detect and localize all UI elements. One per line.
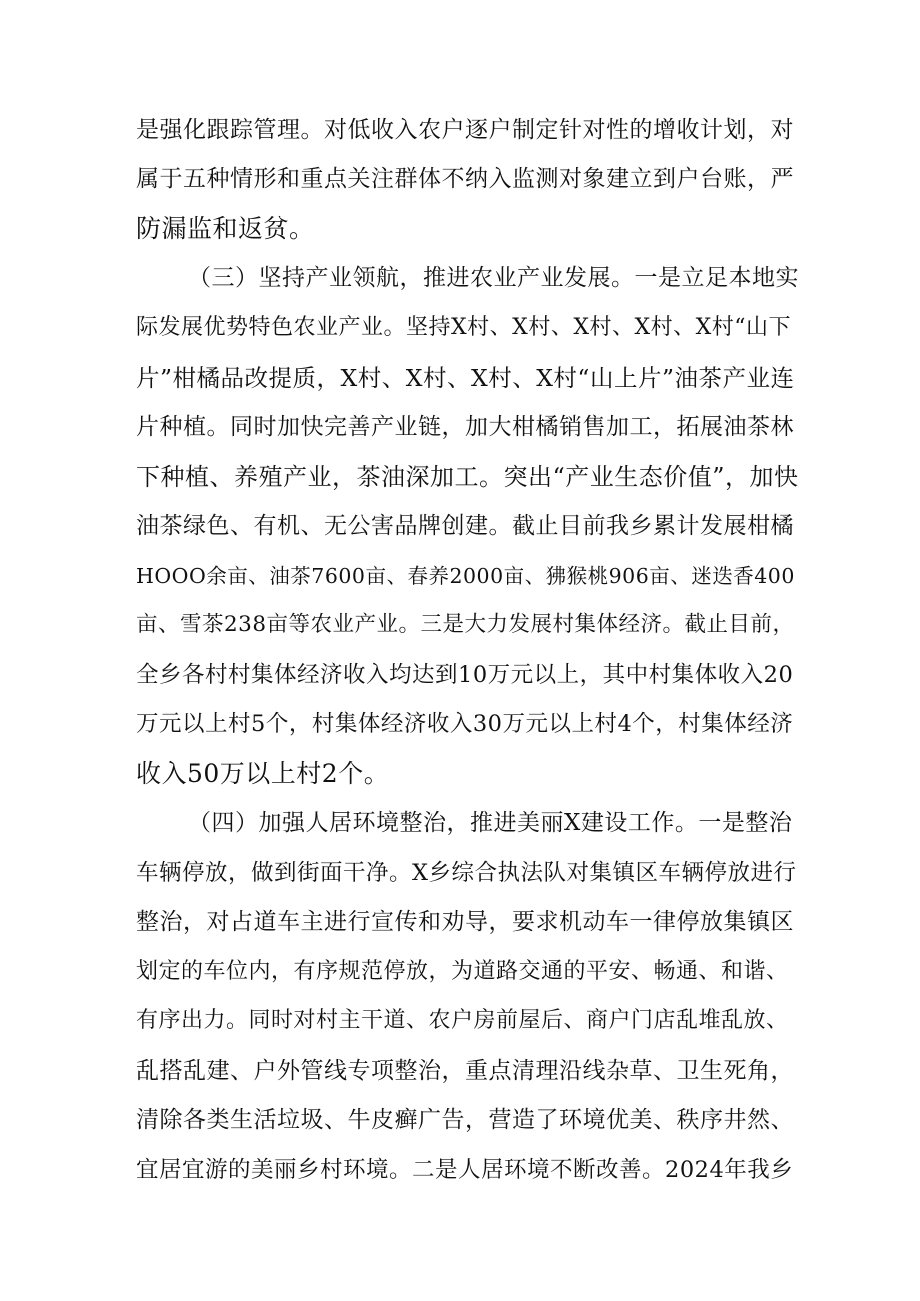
text-line: 车辆停放，做到街面干净。X乡综合执法队对集镇区车辆停放进行 (136, 860, 797, 886)
section-heading-line: （三）坚持产业领航，推进农业产业发展。一是立足本地实 (188, 265, 799, 291)
text-line: 下种植、养殖产业，茶油深加工。突出“产业生态价值”，加快 (136, 463, 799, 491)
text-line: 亩、雪茶238亩等农业产业。三是大力发展村集体经济。截止目前， (136, 612, 795, 637)
text-line: HOOO余亩、油茶7600亩、春养2000亩、狒猴桃906亩、迷迭香400 (136, 564, 795, 588)
text-line: 整治，对占道车主进行宣传和劝导，要求机动车一律停放集镇区 (136, 909, 794, 935)
text-line: 有序出力。同时对村主干道、农户房前屋后、商户门店乱堆乱放、 (136, 1008, 789, 1033)
text-line: 清除各类生活垃圾、牛皮癣广告，营造了环境优美、秩序井然、 (136, 1107, 794, 1133)
text-line: 片”柑橘品改提质，X村、X村、X村、X村“山上片”油茶产业连 (136, 364, 795, 392)
text-line: 是强化跟踪管理。对低收入农户逐户制定针对性的增收计划，对 (136, 117, 794, 143)
section-heading-line: （四）加强人居环境整治，推进美丽X建设工作。一是整治 (188, 810, 793, 836)
text-line: 宜居宜游的美丽乡村环境。二是人居环境不断改善。2024年我乡 (136, 1157, 794, 1183)
text-line: 片种植。同时加快完善产业链，加大柑橘销售加工，拓展油茶林 (136, 414, 794, 440)
text-line: 油茶绿色、有机、无公害品牌创建。截止目前我乡累计发展柑橘 (136, 513, 794, 539)
text-line: 防漏监和返贫。 (136, 214, 315, 243)
text-line: 乱搭乱建、户外管线专项整治，重点清理沿线杂草、卫生死角， (136, 1058, 794, 1084)
text-line: 万元以上村5个，村集体经济收入30万元以上村4个，村集体经济 (136, 711, 794, 737)
text-line: 全乡各村村集体经济收入均达到10万元以上，其中村集体收入20 (136, 662, 794, 688)
text-line: 收入50万以上村2个。 (136, 759, 390, 788)
text-line: 际发展优势特色农业产业。坚持X村、X村、X村、X村、X村“山下 (136, 315, 792, 340)
text-line: 属于五种情形和重点关注群体不纳入监测对象建立到户台账，严 (136, 166, 794, 192)
text-line: 划定的车位内，有序规范停放，为道路交通的平安、畅通、和谐、 (136, 959, 789, 984)
